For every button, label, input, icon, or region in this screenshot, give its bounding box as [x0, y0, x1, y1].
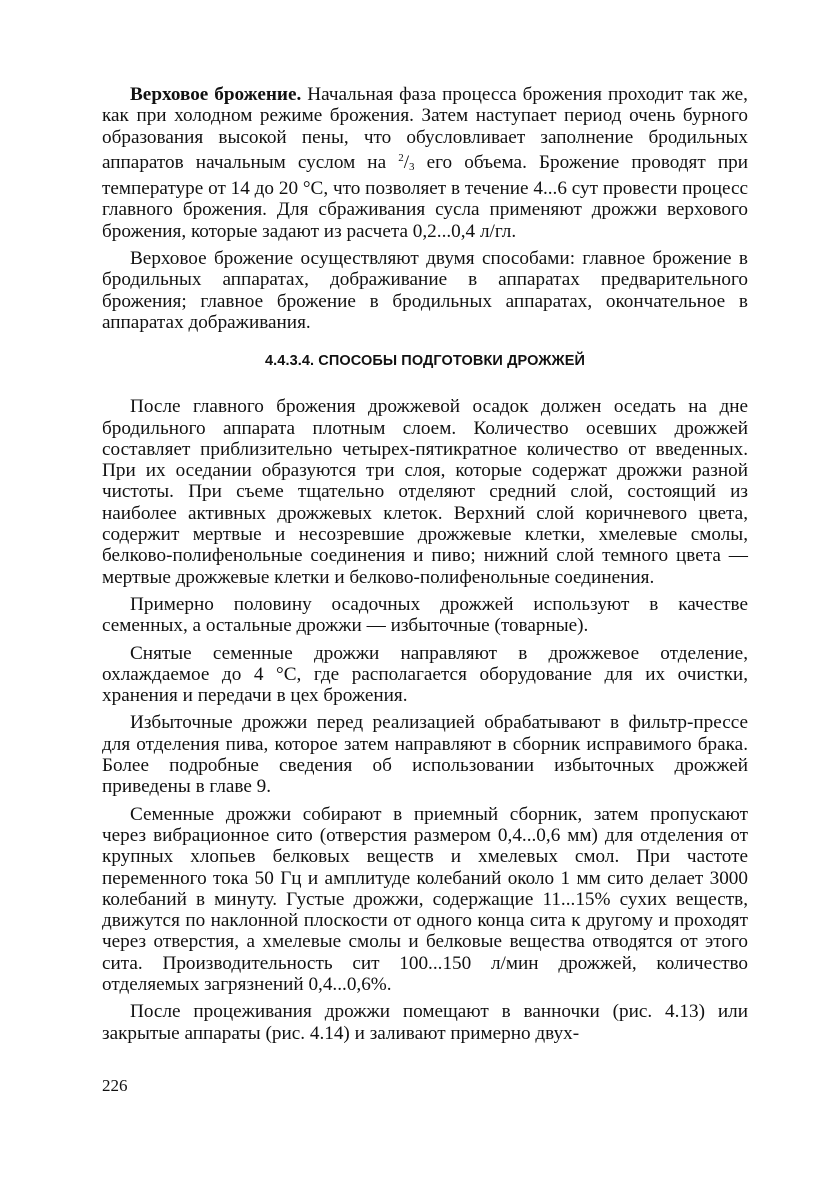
- paragraph-yeast-department: Снятые семенные дрожжи направляют в дрожжевое отделение, охлаждаемое до 4 °С, где располагается оборудование для их очистки, хранения и передачи в цех брожения.: [102, 642, 748, 707]
- paragraph-yeast-sediment: После главного брожения дрожжевой осадок должен оседать на дне бродильного аппарата плотным слоем. Количество осевших дрожжей составляет приблизительно четырех-пятикратное количество от введенных. При их оседании образуются три слоя, которые содержат дрожжи разной чистоты. При съеме тщательно отделяют средний слой, состоящий из наиболее активных дрожжевых клеток. Верхний слой коричневого цвета, содержит мертвые и несозревшие дрожжевые клетки, хмелевые смолы, белково-полифенольные соединения и пиво; нижний слой темного цвета — мертвые дрожжевые клетки и белково-полифенольные соединения.: [102, 396, 748, 588]
- paragraph-text-a: Начальная фаза процесса брожения проходит так же, как при холодном режиме брожения. Затем наступает период очень бурного образования высокой пены, что обусловливает заполнение бродильных аппаратов начальным суслом на: [102, 84, 748, 173]
- page-body: [102, 84, 748, 1044]
- paragraph-top-fermentation: Верховое брожение. Начальная фаза процесса брожения проходит так же, как при холодном режиме брожения. Затем наступает период очень бурного образования высокой пены, что обусловливает заполнение бродильных аппаратов начальным суслом на $^2$/3 его объема. Брожение проводят при температуре от 14 до 20 °С, что позволяет в течение 4...6 сут провести процесс главного брожения. Для сбраживания сусла применяют дрожжи верхового брожения, которые задают из расчета 0,2...0,4 л/гл.: [102, 84, 748, 242]
- paragraph-after-straining: После процеживания дрожжи помещают в ванночки (рис. 4.13) или закрытые аппараты (рис. 4.14) и заливают примерно двух-: [102, 1001, 748, 1044]
- paragraph-seed-yeast: Примерно половину осадочных дрожжей используют в качестве семенных, а остальные дрожжи — избыточные (товарные).: [102, 593, 748, 637]
- page-number: 226: [102, 1076, 128, 1095]
- paragraph-lead-term: Верховое брожение.: [130, 84, 302, 105]
- fraction-denominator: 3: [409, 160, 415, 173]
- paragraph-excess-yeast: Избыточные дрожжи перед реализацией обрабатывают в фильтр-прессе для отделения пива, которое затем направляют в сборник исправимого брака. Более подробные сведения об использовании избыточных дрожжей приведены в главе 9.: [102, 712, 748, 798]
- paragraph-methods: Верховое брожение осуществляют двумя способами: главное брожение в бродильных аппаратах, дображивание в аппаратах предварительного брожения; главное брожение в бродильных аппаратах, окончательное в аппаратах дображивания.: [102, 248, 748, 333]
- paragraph-text-b: его объема. Брожение проводят при температуре от 14 до 20 °С, что позволяет в течение 4...6 сут провести процесс главного брожения. Для сбраживания сусла применяют дрожжи верхового брожения, которые задают из расчета 0,2...0,4 л/гл.: [102, 151, 748, 242]
- fraction-numerator: 2: [398, 151, 404, 164]
- paragraph-vibrating-sieve: Семенные дрожжи собирают в приемный сборник, затем пропускают через вибрационное сито (отверстия размером 0,4...0,6 мм) для отделения от крупных хлопьев белковых веществ и хмелевых смол. При частоте переменного тока 50 Гц и амплитуде колебаний около 1 мм сито делает 3000 колебаний в минуту. Густые дрожжи, содержащие 11...15% сухих веществ, движутся по наклонной плоскости от одного конца сита к другому и проходят через отверстия, а хмелевые смолы и белковые вещества отводятся от этого сита. Производительность сит 100...150 л/мин дрожжей, количество отделяемых загрязнений 0,4...0,6%.: [102, 803, 748, 995]
- section-heading: 4.4.3.4. СПОСОБЫ ПОДГОТОВКИ ДРОЖЖЕЙ: [264, 353, 585, 370]
